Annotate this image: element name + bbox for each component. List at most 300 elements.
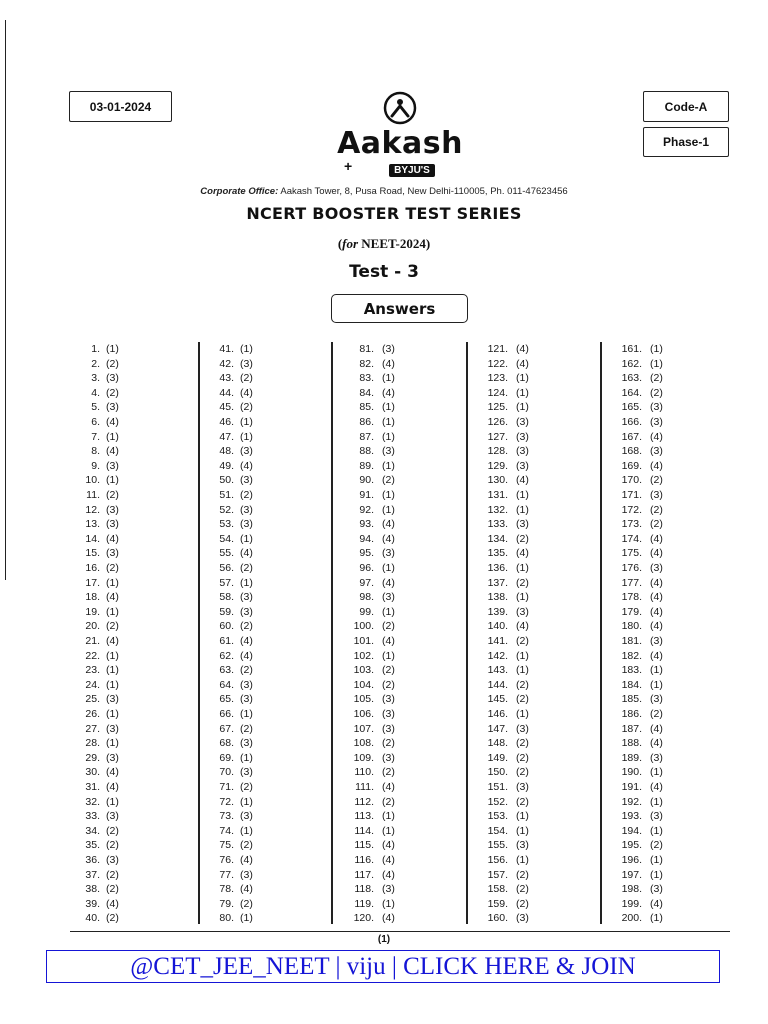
answer-option: (1) [106,649,119,662]
answer-row [604,503,714,517]
answer-option: (1) [516,824,529,837]
answer-row [470,795,580,809]
date-text: 03-01-2024 [89,99,152,114]
answer-option: (3) [240,591,253,604]
answer-option: (3) [516,839,529,852]
answer-option: (4) [240,883,253,896]
answer-row [470,634,580,648]
answer-option: (1) [240,343,253,355]
question-number: 1. [91,343,100,355]
answer-option: (1) [516,664,529,677]
answer-row [336,532,446,546]
answer-row [604,678,714,692]
answer-row [204,678,314,692]
question-number: 35. [85,839,100,852]
answer-row [70,809,180,823]
question-number: 104. [353,678,374,691]
answer-row [604,386,714,400]
answer-row [604,634,714,648]
question-number: 22. [85,649,100,662]
question-number: 152. [487,795,508,808]
answer-row [604,795,714,809]
answer-row [336,634,446,648]
answer-option: (1) [516,854,529,866]
answer-option: (3) [516,781,529,793]
answer-row [336,838,446,852]
answer-row [204,911,314,925]
answer-row [604,342,714,356]
question-number: 137. [487,576,508,589]
question-number: 156. [487,854,508,866]
answer-row [336,751,446,765]
answer-option: (3) [106,518,119,531]
question-number: 71. [219,781,234,793]
answer-row [70,590,180,604]
answer-option: (3) [106,693,119,706]
answer-row [470,459,580,473]
answer-row [204,371,314,385]
answer-option: (2) [240,372,253,385]
answer-row [336,459,446,473]
question-number: 43. [219,372,234,385]
answer-option: (4) [382,912,395,925]
page-number: (1) [377,934,391,945]
answer-option: (3) [240,766,253,779]
answer-row [470,444,580,458]
question-number: 48. [219,445,234,458]
question-number: 94. [359,532,374,545]
answer-row [336,795,446,809]
question-number: 185. [621,693,642,706]
answer-option: (3) [650,751,663,764]
answer-option: (2) [650,372,663,385]
answer-row [204,868,314,882]
answer-option: (1) [516,489,529,501]
answer-option: (1) [106,737,119,750]
answer-row [204,692,314,706]
answer-option: (3) [382,343,395,355]
answer-row [70,503,180,517]
question-number: 174. [621,532,642,545]
answer-option: (1) [650,854,663,866]
question-number: 170. [621,474,642,487]
answer-option: (1) [240,416,253,428]
question-number: 21. [85,635,100,647]
answer-row [204,503,314,517]
answer-option: (1) [382,489,395,501]
answer-option: (1) [240,751,253,764]
question-number: 12. [85,503,100,516]
question-number: 173. [621,518,642,531]
question-number: 123. [487,372,508,385]
answer-option: (4) [240,854,253,866]
question-number: 190. [621,766,642,779]
answer-option: (2) [650,708,663,720]
question-number: 18. [85,591,100,604]
answer-option: (4) [516,474,529,487]
answer-option: (3) [516,430,529,443]
answer-row [470,386,580,400]
question-number: 47. [219,430,234,443]
answer-option: (1) [516,591,529,604]
answer-row [470,546,580,560]
question-number: 112. [354,795,374,808]
answer-column [604,342,736,925]
answer-column [204,342,336,925]
answer-row [70,911,180,925]
answer-column [470,342,602,925]
answer-option: (3) [382,751,395,764]
answer-row [604,546,714,560]
answer-option: (1) [382,562,395,574]
question-number: 66. [219,708,234,720]
answer-row [204,897,314,911]
answer-option: (1) [516,649,529,662]
question-number: 73. [219,810,234,823]
question-number: 37. [85,868,100,881]
question-number: 136. [487,562,508,574]
answer-row [336,853,446,867]
question-number: 181. [621,635,642,647]
question-number: 140. [487,620,508,633]
question-number: 41. [219,343,234,355]
answer-row [604,722,714,736]
question-number: 26. [85,708,100,720]
answer-option: (3) [516,605,529,618]
question-number: 93. [359,518,374,531]
question-number: 23. [85,664,100,677]
question-number: 169. [621,459,642,472]
question-number: 116. [354,854,374,866]
question-number: 2. [91,357,100,370]
answer-row [204,473,314,487]
answer-option: (3) [106,751,119,764]
answer-row [70,532,180,546]
question-number: 42. [219,357,234,370]
question-number: 13. [85,518,100,531]
answer-row [204,649,314,663]
answer-row [604,882,714,896]
answer-row [604,751,714,765]
answer-row [336,605,446,619]
answer-option: (4) [650,649,663,662]
question-number: 72. [219,795,234,808]
answer-option: (2) [106,357,119,370]
question-number: 141. [487,635,508,647]
answer-option: (1) [240,824,253,837]
question-number: 130. [487,474,508,487]
answer-row [204,415,314,429]
answer-row [604,590,714,604]
question-number: 118. [354,883,374,896]
answer-row [70,722,180,736]
answer-option: (3) [240,868,253,881]
question-number: 150. [487,766,508,779]
answer-row [204,342,314,356]
question-number: 128. [487,445,508,458]
answer-option: (3) [382,445,395,458]
answer-row [336,824,446,838]
question-number: 113. [354,810,374,823]
question-number: 64. [219,678,234,691]
answer-row [336,473,446,487]
answer-row [70,357,180,371]
answer-row [470,590,580,604]
question-number: 188. [621,737,642,750]
question-number: 157. [487,868,508,881]
answer-option: (2) [240,722,253,735]
answer-option: (2) [106,489,119,501]
answer-row [70,342,180,356]
answer-option: (3) [650,416,663,428]
answer-row [470,868,580,882]
answer-row [336,430,446,444]
answer-option: (1) [516,401,529,414]
answer-row [604,649,714,663]
answer-option: (4) [650,897,663,910]
answer-row [604,780,714,794]
question-number: 52. [219,503,234,516]
question-number: 87. [359,430,374,443]
answer-option: (1) [382,605,395,618]
footer-rule [70,931,730,932]
answer-row [470,692,580,706]
answer-option: (4) [106,766,119,779]
answer-row [336,897,446,911]
question-number: 20. [85,620,100,633]
test-number: Test - 3 [349,262,419,282]
question-number: 32. [85,795,100,808]
answer-option: (3) [650,635,663,647]
question-number: 3. [91,372,100,385]
question-number: 97. [359,576,374,589]
answer-option: (2) [240,620,253,633]
answer-option: (1) [382,459,395,472]
question-number: 31. [85,781,100,793]
answer-option: (1) [650,795,663,808]
answer-option: (3) [106,810,119,823]
question-number: 78. [219,883,234,896]
answer-row [204,751,314,765]
answer-row [604,619,714,633]
question-number: 86. [359,416,374,428]
question-number: 36. [85,854,100,866]
answer-option: (3) [106,722,119,735]
answer-row [336,678,446,692]
answer-row [70,386,180,400]
answer-row [70,634,180,648]
question-number: 192. [621,795,642,808]
question-number: 60. [219,620,234,633]
answer-option: (4) [240,547,253,560]
answer-option: (1) [650,912,663,925]
answer-row [204,488,314,502]
question-number: 106. [353,708,374,720]
answer-row [336,342,446,356]
answer-option: (3) [240,678,253,691]
question-number: 49. [219,459,234,472]
answer-column [336,342,468,925]
question-number: 158. [487,883,508,896]
answer-row [70,765,180,779]
question-number: 189. [621,751,642,764]
answer-option: (1) [106,576,119,589]
answer-option: (2) [382,474,395,487]
answer-option: (1) [240,708,253,720]
question-number: 184. [621,678,642,691]
answer-option: (2) [516,766,529,779]
answer-row [204,619,314,633]
answer-row [604,430,714,444]
question-number: 164. [621,386,642,399]
answer-row [204,357,314,371]
answer-row [70,576,180,590]
answer-row [470,824,580,838]
question-number: 183. [621,664,642,677]
question-number: 50. [219,474,234,487]
answer-row [70,838,180,852]
answer-row [470,911,580,925]
question-number: 154. [487,824,508,837]
answer-option: (4) [106,445,119,458]
answer-row [204,824,314,838]
question-number: 124. [487,386,508,399]
answer-option: (3) [516,416,529,428]
question-number: 193. [621,810,642,823]
answer-option: (3) [240,605,253,618]
answer-row [470,678,580,692]
answer-row [336,911,446,925]
join-channel-banner[interactable]: @CET_JEE_NEET | viju | CLICK HERE & JOIN [46,950,720,983]
answer-option: (1) [650,678,663,691]
answer-option: (2) [240,562,253,574]
answer-row [604,911,714,925]
answer-option: (2) [516,737,529,750]
answer-row [70,751,180,765]
answer-option: (4) [382,357,395,370]
answer-option: (4) [516,357,529,370]
question-number: 80. [219,912,234,925]
answer-row [70,444,180,458]
question-number: 125. [487,401,508,414]
answer-option: (1) [106,678,119,691]
answer-option: (2) [240,664,253,677]
answer-row [604,853,714,867]
answer-option: (3) [382,547,395,560]
answer-option: (2) [240,401,253,414]
question-number: 30. [85,766,100,779]
answer-option: (1) [382,372,395,385]
question-number: 81. [359,343,374,355]
answer-row [470,400,580,414]
question-number: 34. [85,824,100,837]
answer-row [204,459,314,473]
answer-row [470,430,580,444]
answer-row [604,692,714,706]
answer-option: (4) [650,591,663,604]
answer-option: (3) [516,459,529,472]
question-number: 10. [85,474,100,487]
question-number: 15. [85,547,100,560]
answer-row [470,532,580,546]
answer-option: (3) [240,503,253,516]
question-number: 89. [359,459,374,472]
question-number: 61. [219,635,234,647]
answer-row [604,415,714,429]
aakash-emblem-icon [382,90,418,126]
question-number: 68. [219,737,234,750]
answer-row [470,473,580,487]
question-number: 75. [219,839,234,852]
answer-row [470,809,580,823]
answer-option: (2) [650,518,663,531]
question-number: 121. [487,343,508,355]
answer-option: (1) [106,430,119,443]
answer-row [336,371,446,385]
answer-row [70,707,180,721]
answer-row [470,722,580,736]
answer-row [204,882,314,896]
answer-option: (1) [516,708,529,720]
answer-option: (1) [382,897,395,910]
answer-option: (1) [516,562,529,574]
answer-option: (4) [516,343,529,355]
answer-option: (3) [106,401,119,414]
question-number: 105. [353,693,374,706]
answer-option: (2) [650,839,663,852]
question-number: 46. [219,416,234,428]
answer-option: (2) [106,868,119,881]
answer-option: (1) [106,343,119,355]
answers-heading: Answers [331,294,468,323]
answer-option: (1) [516,810,529,823]
question-number: 159. [487,897,508,910]
answer-row [70,561,180,575]
answer-row [336,517,446,531]
answer-row [204,590,314,604]
question-number: 90. [359,474,374,487]
answer-row [604,444,714,458]
answer-option: (2) [382,620,395,633]
aakash-logo [330,90,470,185]
answer-option: (3) [240,445,253,458]
answer-row [470,503,580,517]
question-number: 131. [487,489,508,501]
question-number: 8. [91,445,100,458]
answer-row [70,780,180,794]
answer-option: (4) [650,781,663,793]
answer-option: (4) [106,591,119,604]
answer-row [336,561,446,575]
answer-option: (4) [650,737,663,750]
answer-option: (3) [516,518,529,531]
answer-option: (2) [382,664,395,677]
answer-row [336,415,446,429]
answer-option: (3) [240,474,253,487]
answer-option: (1) [106,795,119,808]
answer-row [204,838,314,852]
question-number: 167. [621,430,642,443]
answer-row [470,605,580,619]
question-number: 27. [85,722,100,735]
question-number: 55. [219,547,234,560]
answer-row [470,897,580,911]
question-number: 161. [621,343,642,355]
answer-row [336,444,446,458]
answer-row [204,736,314,750]
answer-option: (1) [240,795,253,808]
answer-option: (1) [382,430,395,443]
